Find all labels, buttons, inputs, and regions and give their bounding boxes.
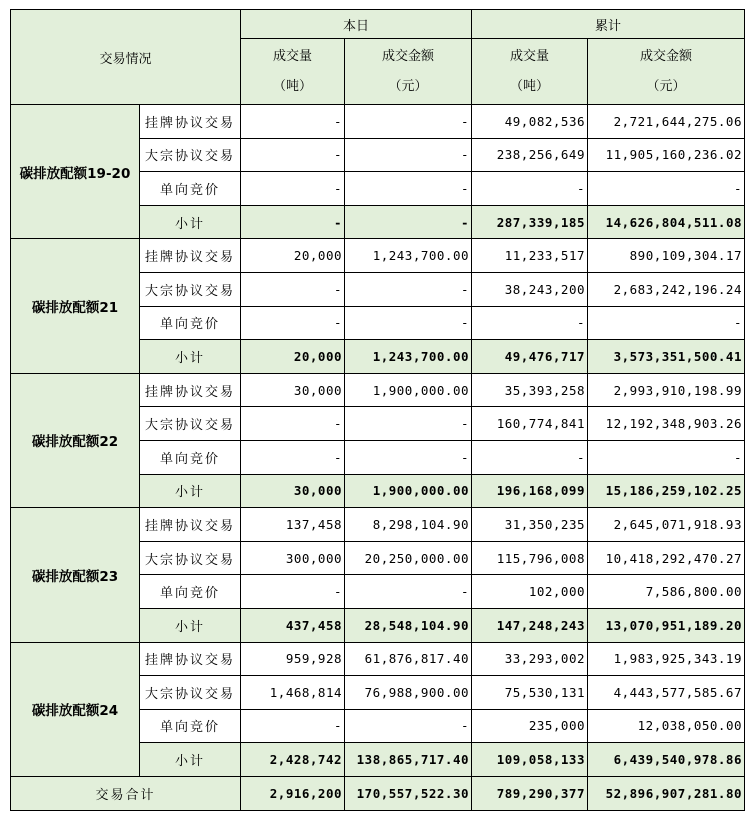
cum-volume-cell: -	[472, 306, 588, 340]
today-volume-cell: 959,928	[241, 642, 345, 676]
today-volume-cell: -	[241, 172, 345, 206]
header-today-amount	[345, 39, 472, 105]
trade-type-label: 单向竞价	[140, 306, 241, 340]
cum-volume-cell: -	[472, 440, 588, 474]
table-row	[11, 105, 745, 139]
header-today: 本日	[241, 10, 472, 39]
today-amount-cell: 8,298,104.90	[345, 508, 472, 542]
group-label: 碳排放配额19-20	[11, 105, 140, 239]
today-amount-cell: 76,988,900.00	[345, 676, 472, 710]
group-label: 碳排放配额24	[11, 642, 140, 776]
cum-amount-cell: 12,192,348,903.26	[588, 407, 745, 441]
cum-amount-cell: 14,626,804,511.08	[588, 205, 745, 239]
cum-volume-cell: 35,393,258	[472, 373, 588, 407]
trade-type-label: 单向竞价	[140, 709, 241, 743]
group-label: 碳排放配额22	[11, 373, 140, 507]
total-today-amount-cell: 170,557,522.30	[345, 776, 472, 810]
cum-amount-cell: 7,586,800.00	[588, 575, 745, 609]
today-volume-cell: 2,428,742	[241, 743, 345, 777]
today-amount-cell: 1,243,700.00	[345, 340, 472, 374]
today-volume-cell: 137,458	[241, 508, 345, 542]
cum-amount-cell: 11,905,160,236.02	[588, 138, 745, 172]
trade-type-label: 大宗协议交易	[140, 407, 241, 441]
cum-volume-cell: 196,168,099	[472, 474, 588, 508]
today-amount-cell: -	[345, 205, 472, 239]
cum-volume-cell: 115,796,008	[472, 541, 588, 575]
trade-type-label: 单向竞价	[140, 440, 241, 474]
header-cum-volume	[472, 39, 588, 105]
today-volume-cell: -	[241, 709, 345, 743]
cum-volume-cell: 75,530,131	[472, 676, 588, 710]
cum-volume-cell: 31,350,235	[472, 508, 588, 542]
cum-amount-cell: -	[588, 172, 745, 206]
today-volume-cell: -	[241, 575, 345, 609]
today-amount-cell: -	[345, 440, 472, 474]
table-row	[11, 508, 745, 542]
total-cum-amount-cell: 52,896,907,281.80	[588, 776, 745, 810]
subtotal-label: 小计	[140, 474, 241, 508]
cum-volume-cell: 49,476,717	[472, 340, 588, 374]
header-amount-unit: （元）	[388, 78, 428, 94]
today-amount-cell: -	[345, 172, 472, 206]
today-volume-cell: 1,468,814	[241, 676, 345, 710]
trade-type-label: 大宗协议交易	[140, 272, 241, 306]
today-amount-cell: 20,250,000.00	[345, 541, 472, 575]
today-volume-cell: -	[241, 272, 345, 306]
header-today-volume	[241, 39, 345, 105]
header-cum-amount	[588, 39, 745, 105]
cum-volume-cell: 102,000	[472, 575, 588, 609]
cum-amount-cell: 3,573,351,500.41	[588, 340, 745, 374]
cum-amount-cell: 2,993,910,198.99	[588, 373, 745, 407]
today-amount-cell: -	[345, 272, 472, 306]
today-volume-cell: -	[241, 138, 345, 172]
total-today-volume-cell: 2,916,200	[241, 776, 345, 810]
table-row	[11, 642, 745, 676]
trading-summary-table-container	[10, 9, 745, 811]
header-amount-unit: （元）	[646, 78, 686, 94]
cum-volume-cell: 160,774,841	[472, 407, 588, 441]
today-volume-cell: -	[241, 105, 345, 139]
group-label: 碳排放配额21	[11, 239, 140, 373]
today-volume-cell: 30,000	[241, 474, 345, 508]
trade-type-label: 大宗协议交易	[140, 676, 241, 710]
today-amount-cell: -	[345, 709, 472, 743]
cum-amount-cell: 15,186,259,102.25	[588, 474, 745, 508]
cum-amount-cell: 6,439,540,978.86	[588, 743, 745, 777]
cum-volume-cell: -	[472, 172, 588, 206]
cum-volume-cell: 238,256,649	[472, 138, 588, 172]
trade-type-label: 挂牌协议交易	[140, 642, 241, 676]
cum-amount-cell: 2,683,242,196.24	[588, 272, 745, 306]
cum-amount-cell: 12,038,050.00	[588, 709, 745, 743]
header-row-top	[11, 10, 745, 39]
header-cumulative: 累计	[472, 10, 745, 39]
cum-volume-cell: 38,243,200	[472, 272, 588, 306]
header-volume-unit: （吨）	[509, 78, 549, 94]
today-volume-cell: 300,000	[241, 541, 345, 575]
today-volume-cell: 20,000	[241, 239, 345, 273]
header-volume-label: 成交量	[509, 48, 549, 64]
today-volume-cell: 30,000	[241, 373, 345, 407]
today-amount-cell: 61,876,817.40	[345, 642, 472, 676]
today-volume-cell: 437,458	[241, 608, 345, 642]
trade-type-label: 大宗协议交易	[140, 138, 241, 172]
trade-type-label: 挂牌协议交易	[140, 105, 241, 139]
cum-amount-cell: 4,443,577,585.67	[588, 676, 745, 710]
cum-amount-cell: 10,418,292,470.27	[588, 541, 745, 575]
cum-volume-cell: 235,000	[472, 709, 588, 743]
grand-total-row	[11, 776, 745, 810]
cum-volume-cell: 147,248,243	[472, 608, 588, 642]
total-cum-volume-cell: 789,290,377	[472, 776, 588, 810]
cum-amount-cell: -	[588, 440, 745, 474]
today-volume-cell: -	[241, 306, 345, 340]
trade-type-label: 单向竞价	[140, 172, 241, 206]
today-amount-cell: 1,243,700.00	[345, 239, 472, 273]
today-amount-cell: -	[345, 407, 472, 441]
header-trade-situation: 交易情况	[11, 10, 241, 105]
trade-type-label: 单向竞价	[140, 575, 241, 609]
table-row	[11, 373, 745, 407]
header-volume-label: 成交量	[272, 48, 312, 64]
today-amount-cell: -	[345, 306, 472, 340]
today-amount-cell: -	[345, 138, 472, 172]
table-row	[11, 239, 745, 273]
today-amount-cell: 138,865,717.40	[345, 743, 472, 777]
subtotal-label: 小计	[140, 340, 241, 374]
trade-type-label: 挂牌协议交易	[140, 239, 241, 273]
cum-volume-cell: 287,339,185	[472, 205, 588, 239]
header-volume-unit: （吨）	[272, 78, 312, 94]
header-amount-label: 成交金额	[381, 48, 434, 64]
cum-amount-cell: 890,109,304.17	[588, 239, 745, 273]
trade-type-label: 挂牌协议交易	[140, 373, 241, 407]
today-volume-cell: 20,000	[241, 340, 345, 374]
subtotal-label: 小计	[140, 743, 241, 777]
cum-amount-cell: -	[588, 306, 745, 340]
group-label: 碳排放配额23	[11, 508, 140, 642]
today-amount-cell: -	[345, 105, 472, 139]
subtotal-label: 小计	[140, 205, 241, 239]
subtotal-label: 小计	[140, 608, 241, 642]
cum-volume-cell: 11,233,517	[472, 239, 588, 273]
today-volume-cell: -	[241, 407, 345, 441]
cum-volume-cell: 33,293,002	[472, 642, 588, 676]
cum-volume-cell: 109,058,133	[472, 743, 588, 777]
cum-amount-cell: 2,721,644,275.06	[588, 105, 745, 139]
cum-amount-cell: 1,983,925,343.19	[588, 642, 745, 676]
header-amount-label: 成交金额	[639, 48, 692, 64]
trade-type-label: 挂牌协议交易	[140, 508, 241, 542]
cum-volume-cell: 49,082,536	[472, 105, 588, 139]
cum-amount-cell: 13,070,951,189.20	[588, 608, 745, 642]
trade-type-label: 大宗协议交易	[140, 541, 241, 575]
today-volume-cell: -	[241, 440, 345, 474]
today-amount-cell: 28,548,104.90	[345, 608, 472, 642]
today-amount-cell: 1,900,000.00	[345, 474, 472, 508]
today-volume-cell: -	[241, 205, 345, 239]
trading-summary-table	[10, 9, 745, 811]
grand-total-label: 交易合计	[11, 776, 241, 810]
cum-amount-cell: 2,645,071,918.93	[588, 508, 745, 542]
today-amount-cell: 1,900,000.00	[345, 373, 472, 407]
today-amount-cell: -	[345, 575, 472, 609]
